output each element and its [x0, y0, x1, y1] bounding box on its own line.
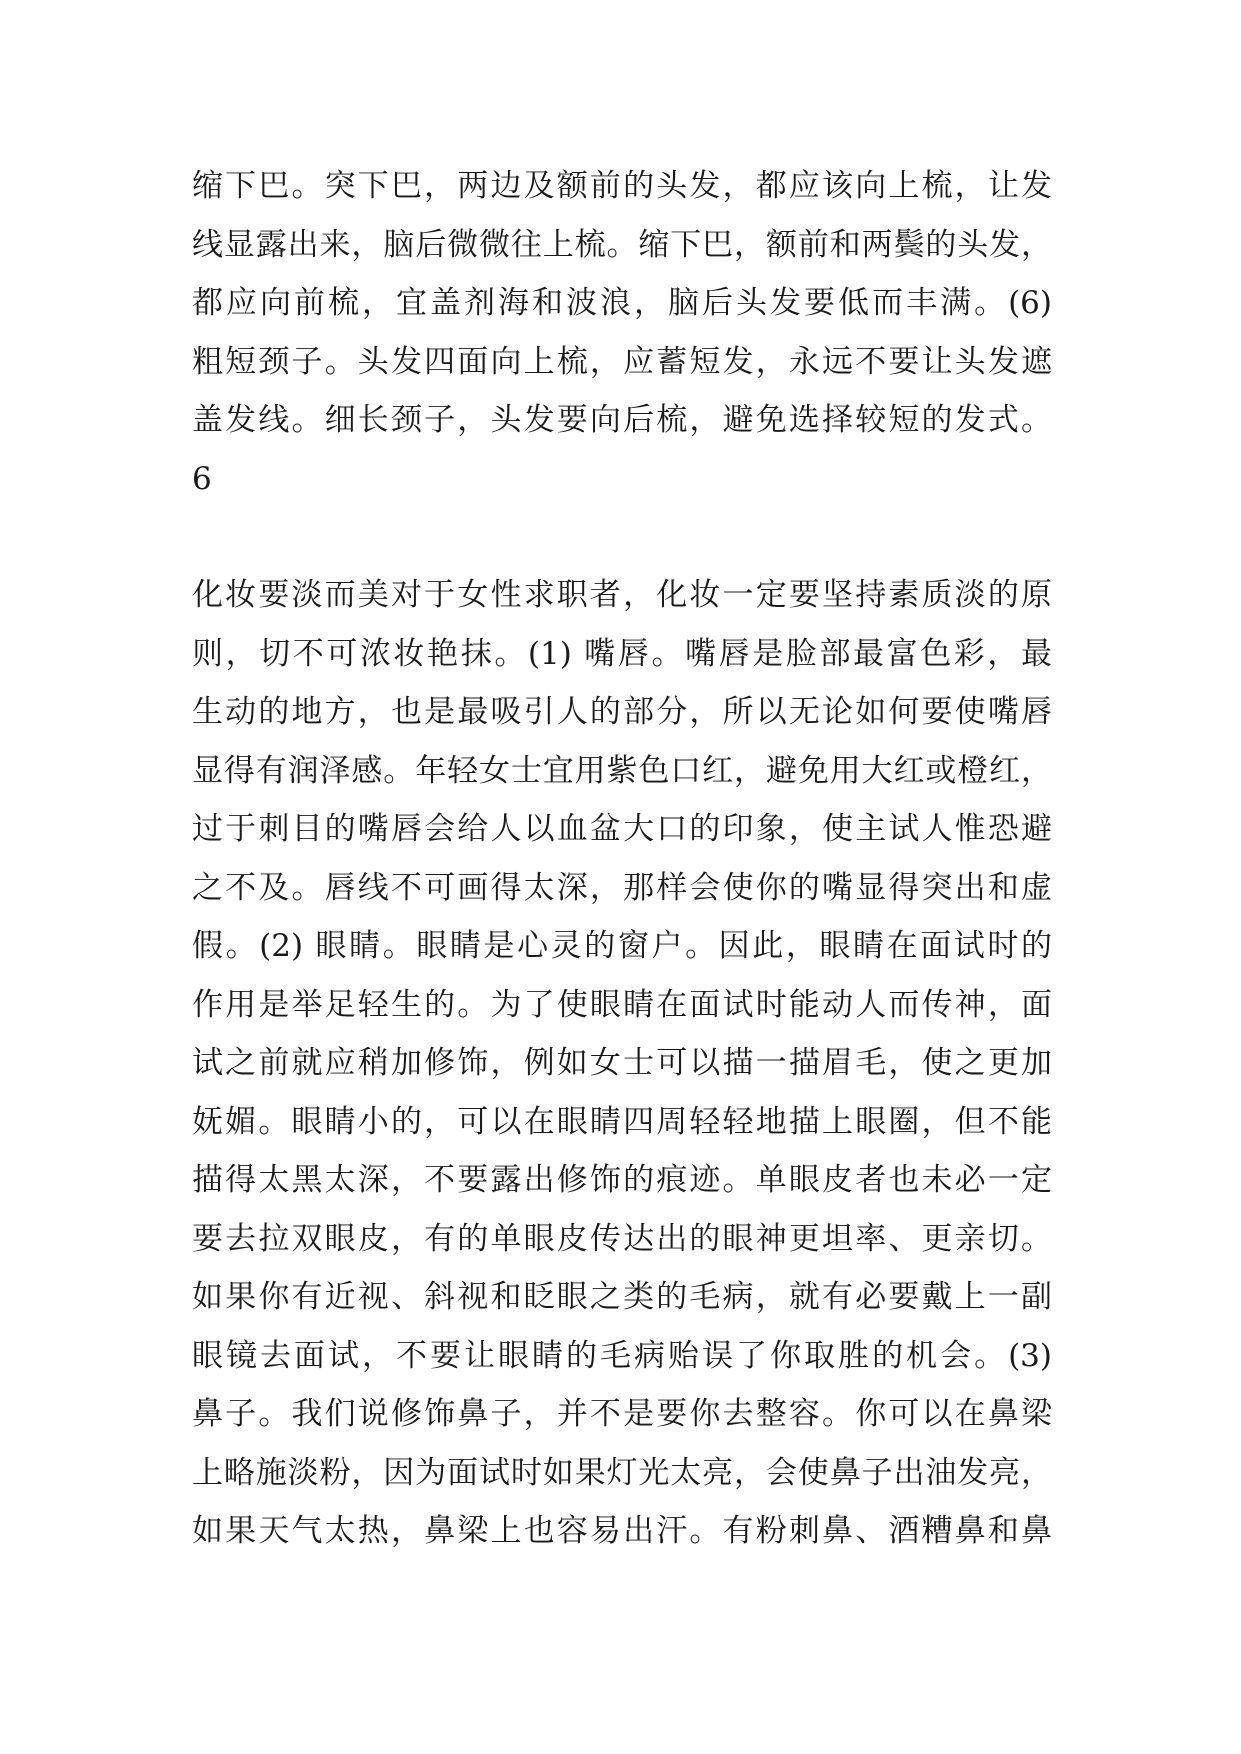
text-line: 上略施淡粉，因为面试时如果灯光太亮，会使鼻子出油发亮，	[192, 1454, 1052, 1491]
text-line: 妩媚。眼睛小的，可以在眼睛四周轻轻地描上眼圈，但不能	[192, 1103, 1052, 1140]
text-line: 鼻子。我们说修饰鼻子，并不是要你去整容。你可以在鼻梁	[192, 1396, 1052, 1432]
text-line: 如果天气太热，鼻梁上也容易出汗。有粉刺鼻、酒糟鼻和鼻	[192, 1513, 1052, 1549]
text-line: 作用是举足轻生的。为了使眼睛在面试时能动人而传神，面	[192, 986, 1052, 1023]
text-line: 眼镜去面试，不要让眼睛的毛病贻误了你取胜的机会。(3)	[192, 1337, 1052, 1374]
text-line: 如果你有近视、斜视和眨眼之类的毛病，就有必要戴上一副	[192, 1279, 1052, 1315]
paragraph-makeup	[192, 566, 1052, 1561]
text-line: 盖发线。细长颈子，头发要向后梳，避免选择较短的发式。	[192, 402, 1052, 438]
text-line: 化妆要淡而美对于女性求职者，化妆一定要坚持素质淡的原	[192, 577, 1052, 613]
text-line: 要去拉双眼皮，有的单眼皮传达出的眼神更坦率、更亲切。	[192, 1220, 1052, 1257]
text-line: 过于刺目的嘴唇会给人以血盆大口的印象，使主试人惟恐避	[192, 811, 1052, 847]
text-line: 生动的地方，也是最吸引人的部分，所以无论如何要使嘴唇	[192, 694, 1052, 730]
text-line: 都应向前梳，宜盖剂海和波浪，脑后头发要低而丰满。(6)	[192, 285, 1052, 321]
paragraph-hairstyle	[192, 157, 1052, 508]
text-line: 显得有润泽感。年轻女士宜用紫色口红，避免用大红或橙红，	[192, 752, 1052, 789]
text-line: 描得太黑太深，不要露出修饰的痕迹。单眼皮者也未必一定	[192, 1162, 1052, 1198]
text-line: 粗短颈子。头发四面向上梳，应蓄短发，永远不要让头发遮	[192, 343, 1052, 380]
text-line: 假。(2) 眼睛。眼睛是心灵的窗户。因此，眼睛在面试时的	[192, 928, 1052, 964]
text-line: 试之前就应稍加修饰，例如女士可以描一描眉毛，使之更加	[192, 1045, 1052, 1081]
text-line: 则，切不可浓妆艳抹。(1) 嘴唇。嘴唇是脸部最富色彩，最	[192, 635, 1052, 672]
text-line: 缩下巴。突下巴，两边及额前的头发，都应该向上梳，让发	[192, 168, 1052, 204]
section-number: 6	[192, 460, 212, 497]
text-line: 之不及。唇线不可画得太深，那样会使你的嘴显得突出和虚	[192, 869, 1052, 906]
text-line: 线显露出来，脑后微微往上梳。缩下巴，额前和两鬓的头发，	[192, 226, 1052, 263]
